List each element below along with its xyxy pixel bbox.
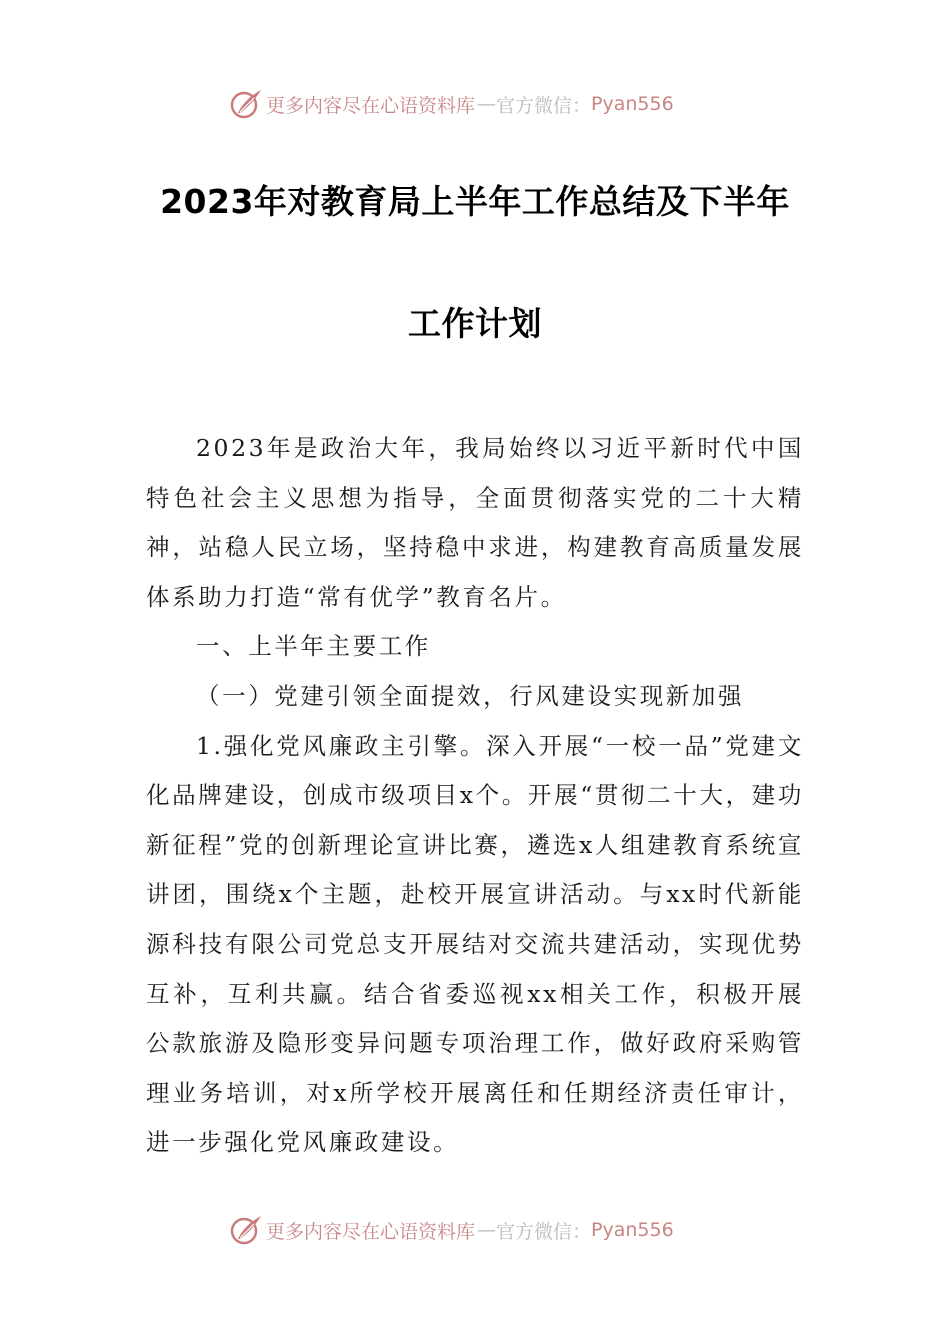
watermark-header xyxy=(228,84,674,124)
watermark-text: 更多内容尽在心语资料库 xyxy=(266,94,476,117)
subsection-heading: （一）党建引领全面提效，行风建设实现新加强 xyxy=(196,681,745,710)
section-heading: 一、上半年主要工作 xyxy=(196,632,431,661)
item-paragraph: 1.强化党风廉政主引擎。深入开展“一校一品”党建文化品牌建设，创成市级项目x个。开展“贯彻二十大，建功新征程”党的创新理论宣讲比赛，遴选x人组建教育系统宣讲团，围绕x个主题，赴校开展宣讲活动。与xx时代新能源科技有限公司党总支开展结对交流共建活动，实现优势互补，互利共赢。结合省委巡视xx相关工作，积极开展公款旅游及隐形变异问题专项治理工作，做好政府采购管理业务培训，对x所学校开展离任和任期经济责任审计，进一步强化党风廉政建设。 xyxy=(146,731,804,1157)
watermark-contact-id: Pyan556 xyxy=(591,1219,674,1241)
watermark-separator: — xyxy=(477,93,495,115)
quill-logo-icon xyxy=(228,86,264,122)
document-title-line-2: 工作计划 xyxy=(408,304,542,343)
watermark-separator: — xyxy=(477,1219,495,1241)
quill-logo-icon xyxy=(228,1212,264,1248)
intro-paragraph: 2023年是政治大年，我局始终以习近平新时代中国特色社会主义思想为指导，全面贯彻落实党的二十大精神，站稳人民立场，坚持稳中求进，构建教育高质量发展体系助力打造“常有优学”教育名片。 xyxy=(146,434,804,611)
watermark-contact-id: Pyan556 xyxy=(591,93,674,115)
watermark-contact-label: 官方微信： xyxy=(496,94,592,117)
document-title-line-1: 2023年对教育局上半年工作总结及下半年 xyxy=(160,182,790,221)
watermark-contact-label: 官方微信： xyxy=(496,1220,592,1243)
watermark-footer xyxy=(228,1210,674,1250)
watermark-text: 更多内容尽在心语资料库 xyxy=(266,1220,476,1243)
document-body xyxy=(146,424,804,1168)
